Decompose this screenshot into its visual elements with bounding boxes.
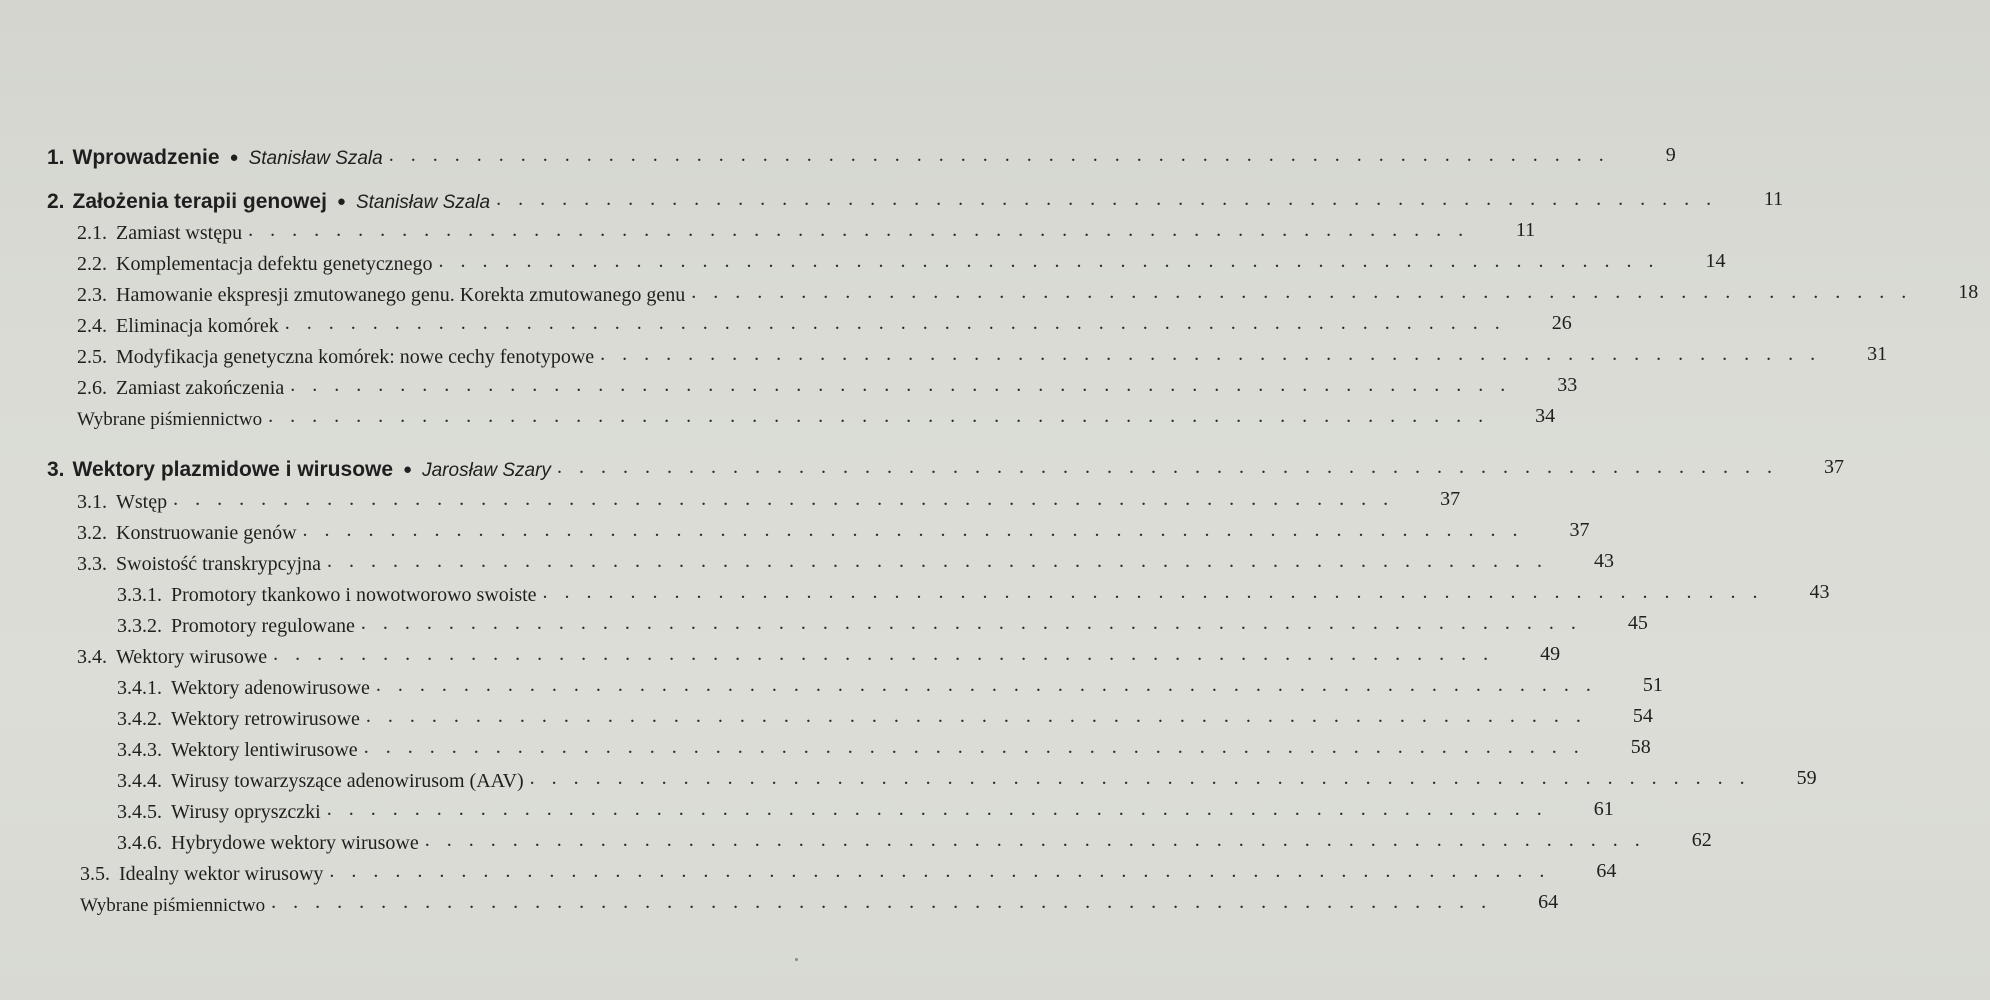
toc-section-3-3-2[interactable] (0, 608, 1648, 638)
toc-bibliography-2[interactable] (0, 401, 1556, 431)
page-number: 61 (1593, 798, 1614, 820)
section-number: 2.3. (77, 284, 107, 306)
section-title: Wirusy opryszczki (171, 801, 321, 823)
chapter-number: 1. (47, 146, 65, 169)
page-number: 11 (1763, 188, 1784, 210)
paper-speck (795, 958, 798, 961)
section-number: 3.5. (80, 863, 110, 885)
page-number: 34 (1535, 405, 1556, 427)
toc-chapter-2[interactable] (0, 184, 1784, 214)
chapter-author: Stanisław Szala (355, 192, 491, 213)
toc-section-3-4-2[interactable] (0, 701, 1653, 731)
page-number: 43 (1593, 550, 1614, 572)
page-number: 37 (1569, 519, 1590, 541)
toc-section-3-4-5[interactable] (0, 794, 1614, 824)
page-number: 37 (1823, 456, 1844, 478)
dot-leader: . . . . . . . . . . . . . . . . . . . . . . . . . . . . . . . . . . . . . . . . . . . . . . . . . . . . . . . . (326, 550, 1548, 572)
page-number: 31 (1867, 343, 1888, 365)
dot-leader: . . . . . . . . . . . . . . . . . . . . . . . . . . . . . . . . . . . . . . . . . . . . . . . . . . . . . . . . (326, 798, 1548, 820)
toc-section-2-6[interactable] (0, 370, 1578, 400)
section-title: Modyfikacja genetyczna komórek: nowe cechy fenotypowe (116, 346, 595, 368)
chapter-title: Założenia terapii genowej (72, 190, 327, 213)
section-number: 3.3. (77, 553, 107, 575)
section-number: 3.3.2. (117, 615, 162, 637)
toc-section-3-3-1[interactable] (0, 577, 1830, 607)
section-title: Wektory lentiwirusowe (171, 739, 358, 761)
section-number: 3.4.2. (117, 708, 162, 730)
section-number: 3.4.3. (117, 739, 162, 761)
toc-section-3-3[interactable] (0, 546, 1614, 576)
toc-section-2-4[interactable] (0, 308, 1572, 338)
section-title: Wstęp (116, 491, 168, 513)
section-number: 3.4.1. (117, 677, 162, 699)
bibliography-title: Wybrane piśmiennictwo (80, 895, 266, 916)
section-number: 2.6. (77, 377, 107, 399)
section-number: 3.4.6. (117, 832, 162, 854)
dot-leader: . . . . . . . . . . . . . . . . . . . . . . . . . . . . . . . . . . . . . . . . . . . . . . . . . . . . . . . . (600, 343, 1822, 365)
section-title: Wektory retrowirusowe (171, 708, 360, 730)
page-number: 11 (1515, 219, 1536, 241)
chapter-author: Stanisław Szala (248, 148, 383, 169)
chapter-title: Wektory plazmidowe i wirusowe (72, 458, 394, 481)
section-number: 3.3.1. (117, 584, 162, 606)
bullet-separator: ● (229, 149, 239, 166)
toc-section-3-4-3[interactable] (0, 732, 1651, 762)
section-number: 3.4. (77, 646, 107, 668)
dot-leader: . . . . . . . . . . . . . . . . . . . . . . . . . . . . . . . . . . . . . . . . . . . . . . . . . . . . . . . . (173, 488, 1395, 510)
section-title: Eliminacja komórek (116, 315, 279, 337)
toc-chapter-3[interactable] (0, 452, 1844, 482)
page-number: 45 (1627, 612, 1648, 634)
section-title: Wirusy towarzyszące adenowirusom (AAV) (171, 770, 524, 792)
dot-leader: . . . . . . . . . . . . . . . . . . . . . . . . . . . . . . . . . . . . . . . . . . . . . . . . . . . . . . . . (542, 581, 1764, 603)
dot-leader: . . . . . . . . . . . . . . . . . . . . . . . . . . . . . . . . . . . . . . . . . . . . . . . . . . . . . . . . (365, 705, 1587, 727)
dot-leader: . . . . . . . . . . . . . . . . . . . . . . . . . . . . . . . . . . . . . . . . . . . . . . . . . . . . . . . . (438, 250, 1660, 272)
dot-leader: . . . . . . . . . . . . . . . . . . . . . . . . . . . . . . . . . . . . . . . . . . . . . . . . . . . . . . . . (329, 860, 1551, 882)
dot-leader: . . . . . . . . . . . . . . . . . . . . . . . . . . . . . . . . . . . . . . . . . . . . . . . . . . . . . . . . (284, 312, 1506, 334)
page-number: 9 (1665, 144, 1676, 166)
page-number: 59 (1796, 767, 1817, 789)
page-number: 58 (1630, 736, 1651, 758)
dot-leader: . . . . . . . . . . . . . . . . . . . . . . . . . . . . . . . . . . . . . . . . . . . . . . . . . . . . . . . . (248, 219, 1470, 241)
dot-leader: . . . . . . . . . . . . . . . . . . . . . . . . . . . . . . . . . . . . . . . . . . . . . . . . . . . . . . . . (529, 767, 1751, 789)
page-number: 49 (1540, 643, 1561, 665)
dot-leader: . . . . . . . . . . . . . . . . . . . . . . . . . . . . . . . . . . . . . . . . . . . . . . . . . . . . . . . . (496, 188, 1718, 210)
dot-leader: . . . . . . . . . . . . . . . . . . . . . . . . . . . . . . . . . . . . . . . . . . . . . . . . . . . . . . . . (268, 405, 1490, 427)
dot-leader: . . . . . . . . . . . . . . . . . . . . . . . . . . . . . . . . . . . . . . . . . . . . . . . . . . . . . . . . (273, 643, 1495, 665)
section-title: Swoistość transkrypcyjna (116, 553, 321, 575)
dot-leader: . . . . . . . . . . . . . . . . . . . . . . . . . . . . . . . . . . . . . . . . . . . . . . . . . . . . . . . . (360, 612, 1582, 634)
page-number: 51 (1642, 674, 1663, 696)
section-title: Wektory wirusowe (116, 646, 268, 668)
section-title: Komplementacja defektu genetycznego (116, 253, 433, 275)
section-title: Promotory tkankowo i nowotworowo swoiste (171, 584, 537, 606)
page-number: 43 (1809, 581, 1830, 603)
section-title: Wektory adenowirusowe (171, 677, 370, 699)
toc-section-3-4[interactable] (0, 639, 1561, 669)
section-number: 3.1. (77, 491, 107, 513)
section-title: Konstruowanie genów (116, 522, 297, 544)
dot-leader: . . . . . . . . . . . . . . . . . . . . . . . . . . . . . . . . . . . . . . . . . . . . . . . . . . . . . . . . (556, 456, 1778, 478)
toc-section-3-4-6[interactable] (0, 825, 1712, 855)
section-number: 3.4.4. (117, 770, 162, 792)
toc-section-3-4-4[interactable] (0, 763, 1817, 793)
page-number: 54 (1632, 705, 1653, 727)
page-number: 64 (1596, 860, 1617, 882)
section-title: Hamowanie ekspresji zmutowanego genu. Korekta zmutowanego genu (116, 284, 686, 306)
bibliography-title: Wybrane piśmiennictwo (77, 409, 263, 430)
toc-section-3-1[interactable] (0, 484, 1461, 514)
bullet-separator: ● (336, 193, 346, 210)
section-number: 3.4.5. (117, 801, 162, 823)
dot-leader: . . . . . . . . . . . . . . . . . . . . . . . . . . . . . . . . . . . . . . . . . . . . . . . . . . . . . . . . (271, 891, 1493, 913)
chapter-author: Jarosław Szary (422, 460, 551, 481)
toc-section-3-2[interactable] (0, 515, 1590, 545)
section-number: 2.5. (77, 346, 107, 368)
dot-leader: . . . . . . . . . . . . . . . . . . . . . . . . . . . . . . . . . . . . . . . . . . . . . . . . . . . . . . . . (691, 281, 1913, 303)
page-number: 18 (1958, 281, 1979, 303)
section-number: 2.2. (77, 253, 107, 275)
section-number: 2.4. (77, 315, 107, 337)
dot-leader: . . . . . . . . . . . . . . . . . . . . . . . . . . . . . . . . . . . . . . . . . . . . . . . . . . . . . . . . (363, 736, 1585, 758)
dot-leader: . . . . . . . . . . . . . . . . . . . . . . . . . . . . . . . . . . . . . . . . . . . . . . . . . . . . . . . . (388, 144, 1610, 166)
chapter-title: Wprowadzenie (72, 146, 220, 169)
toc-section-2-2[interactable] (0, 246, 1726, 276)
page-number: 33 (1557, 374, 1578, 396)
toc-chapter-1[interactable] (0, 140, 1676, 170)
bullet-separator: ● (403, 461, 413, 478)
toc-section-3-4-1[interactable] (0, 670, 1663, 700)
page-number: 37 (1440, 488, 1461, 510)
dot-leader: . . . . . . . . . . . . . . . . . . . . . . . . . . . . . . . . . . . . . . . . . . . . . . . . . . . . . . . . (375, 674, 1597, 696)
toc-section-2-1[interactable] (0, 215, 1536, 245)
section-number: 2.1. (77, 222, 107, 244)
section-title: Promotory regulowane (171, 615, 355, 637)
toc-section-2-3[interactable] (0, 277, 1979, 307)
dot-leader: . . . . . . . . . . . . . . . . . . . . . . . . . . . . . . . . . . . . . . . . . . . . . . . . . . . . . . . . (424, 829, 1646, 851)
section-title: Idealny wektor wirusowy (119, 863, 324, 885)
dot-leader: . . . . . . . . . . . . . . . . . . . . . . . . . . . . . . . . . . . . . . . . . . . . . . . . . . . . . . . . (302, 519, 1524, 541)
chapter-number: 2. (47, 190, 65, 213)
page-number: 14 (1705, 250, 1726, 272)
page-number: 64 (1538, 891, 1559, 913)
page-number: 62 (1691, 829, 1712, 851)
toc-section-2-5[interactable] (0, 339, 1888, 369)
dot-leader: . . . . . . . . . . . . . . . . . . . . . . . . . . . . . . . . . . . . . . . . . . . . . . . . . . . . . . . . (290, 374, 1512, 396)
page-number: 26 (1551, 312, 1572, 334)
chapter-number: 3. (47, 458, 65, 481)
section-number: 3.2. (77, 522, 107, 544)
section-title: Hybrydowe wektory wirusowe (171, 832, 419, 854)
section-title: Zamiast wstępu (116, 222, 243, 244)
section-title: Zamiast zakończenia (116, 377, 285, 399)
toc-section-3-5[interactable] (0, 856, 1617, 886)
toc-bibliography-3[interactable] (0, 887, 1559, 917)
